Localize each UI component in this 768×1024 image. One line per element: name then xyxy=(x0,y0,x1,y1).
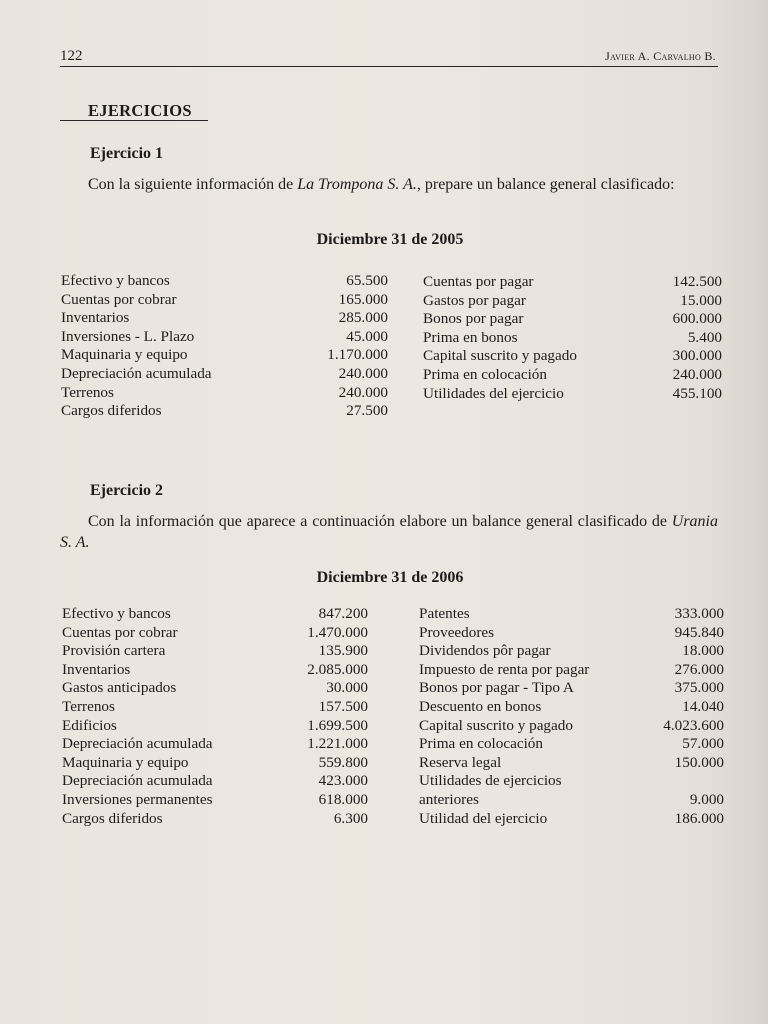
account-label: Utilidades de ejercicios xyxy=(419,772,562,790)
account-value: 375.000 xyxy=(674,679,724,697)
account-row xyxy=(61,328,388,347)
account-value: 18.000 xyxy=(682,642,724,660)
ejercicio-2-company: Urania S. A. xyxy=(60,513,718,551)
account-label: Cuentas por cobrar xyxy=(62,623,178,641)
account-value: 142.500 xyxy=(672,273,722,290)
account-row xyxy=(62,698,368,717)
account-label: Proveedores xyxy=(419,623,495,641)
account-row xyxy=(419,772,724,791)
ejercicio-2-date-heading: Diciembre 31 de 2006 xyxy=(316,569,464,586)
account-value: 333.000 xyxy=(674,605,724,622)
account-row xyxy=(419,735,724,754)
account-label: Maquinaria y equipo xyxy=(62,753,189,771)
account-label: Edificios xyxy=(62,716,117,734)
account-label: Dividendos pôr pagar xyxy=(419,642,551,660)
page-header xyxy=(60,46,718,67)
ejercicio-1-date-heading: Diciembre 31 de 2005 xyxy=(316,231,464,248)
account-value: 4.023.600 xyxy=(663,716,724,734)
account-value: 276.000 xyxy=(674,660,724,678)
account-label: Maquinaria y equipo xyxy=(61,346,188,364)
account-value: 15.000 xyxy=(680,291,722,309)
account-label: Cargos diferidos xyxy=(62,809,163,827)
account-row xyxy=(419,624,724,643)
account-row xyxy=(61,402,388,421)
page-number: 122 xyxy=(60,48,83,64)
account-row xyxy=(423,347,722,366)
account-label: Inversiones permanentes xyxy=(62,790,213,808)
account-row xyxy=(62,624,368,643)
account-value: 240.000 xyxy=(338,364,388,382)
account-value: 300.000 xyxy=(672,347,722,365)
account-label: Prima en bonos xyxy=(423,328,518,346)
ejercicio-2-left-column xyxy=(62,605,368,828)
account-value: 600.000 xyxy=(672,310,722,328)
account-value: 65.500 xyxy=(346,272,388,289)
account-label: Provisión cartera xyxy=(62,642,166,660)
account-label: Efectivo y bancos xyxy=(61,272,170,289)
ejercicio-2-title: Ejercicio 2 xyxy=(90,482,164,499)
account-value: 6.300 xyxy=(333,809,368,827)
account-value: 423.000 xyxy=(318,772,368,790)
account-label: Cargos diferidos xyxy=(61,402,162,420)
ejercicio-1-left-column xyxy=(61,272,388,421)
account-value: 9.000 xyxy=(689,790,724,808)
account-row xyxy=(423,329,722,348)
account-value: 57.000 xyxy=(682,735,724,753)
account-value: 2.085.000 xyxy=(307,660,368,678)
account-value: 5.400 xyxy=(687,328,722,346)
account-label: Prima en colocación xyxy=(423,365,547,383)
account-row xyxy=(62,605,368,624)
ejercicio-1-text-after: , prepare un balance general clasificado: xyxy=(416,176,675,193)
ejercicio-1-right-column xyxy=(423,273,722,403)
ejercicio-2-right-column xyxy=(419,605,724,828)
account-value: 285.000 xyxy=(338,309,388,327)
account-value: 45.000 xyxy=(346,327,388,345)
account-label: Efectivo y bancos xyxy=(62,605,171,622)
account-row xyxy=(423,292,722,311)
account-label: Reserva legal xyxy=(419,753,502,771)
account-row xyxy=(423,385,722,404)
account-value: 165.000 xyxy=(338,290,388,308)
account-row xyxy=(419,605,724,624)
account-row xyxy=(423,366,722,385)
running-head: Javier A. Carvalho B. xyxy=(605,49,716,63)
account-label: Inventarios xyxy=(62,660,131,678)
account-value: 186.000 xyxy=(674,809,724,827)
account-row xyxy=(419,717,724,736)
account-row xyxy=(419,642,724,661)
account-row xyxy=(419,661,724,680)
account-label: Cuentas por cobrar xyxy=(61,290,177,308)
account-label: Capital suscrito y pagado xyxy=(423,347,577,365)
account-row xyxy=(62,735,368,754)
account-row xyxy=(419,754,724,773)
account-row xyxy=(419,810,724,829)
account-label: Impuesto de renta por pagar xyxy=(419,660,590,678)
account-label: Prima en colocación xyxy=(419,735,543,753)
account-label: Bonos por pagar - Tipo A xyxy=(419,679,574,697)
ejercicio-1-text-before: Con la siguiente información de xyxy=(88,176,298,193)
account-value: 1.699.500 xyxy=(307,716,368,734)
account-value: 135.900 xyxy=(318,642,368,660)
account-value: 455.100 xyxy=(672,384,722,402)
account-value: 1.221.000 xyxy=(307,735,368,753)
account-label: Utilidades del ejercicio xyxy=(423,384,564,402)
account-row xyxy=(62,772,368,791)
account-label: Gastos anticipados xyxy=(62,679,177,697)
account-row xyxy=(423,273,722,292)
account-row xyxy=(61,346,388,365)
account-value: 157.500 xyxy=(318,697,368,715)
account-row xyxy=(61,309,388,328)
account-row xyxy=(62,717,368,736)
account-label: Inversiones - L. Plazo xyxy=(61,327,195,345)
account-row xyxy=(62,642,368,661)
account-value: 945.840 xyxy=(674,623,724,641)
account-value: 1.170.000 xyxy=(327,346,388,364)
account-label: Bonos por pagar xyxy=(423,310,524,328)
account-value: 14.040 xyxy=(682,697,724,715)
ejercicio-1-title: Ejercicio 1 xyxy=(90,145,164,162)
account-value: 27.500 xyxy=(346,402,388,420)
account-row xyxy=(62,661,368,680)
ejercicio-1-instructions xyxy=(60,174,718,195)
account-row xyxy=(419,791,724,810)
account-row xyxy=(61,384,388,403)
account-label: Inventarios xyxy=(61,309,130,327)
account-label: Patentes xyxy=(419,605,470,622)
ejercicio-2-instructions xyxy=(60,511,718,553)
account-row xyxy=(61,291,388,310)
account-row xyxy=(62,791,368,810)
account-label: Gastos por pagar xyxy=(423,291,526,309)
account-value: 30.000 xyxy=(326,679,368,697)
account-row xyxy=(423,310,722,329)
account-row xyxy=(62,679,368,698)
account-row xyxy=(61,365,388,384)
account-row xyxy=(62,754,368,773)
account-label: Terrenos xyxy=(61,383,114,401)
account-row xyxy=(419,679,724,698)
account-label: Capital suscrito y pagado xyxy=(419,716,573,734)
account-label: Cuentas por pagar xyxy=(423,273,534,290)
account-row xyxy=(61,272,388,291)
account-value: 618.000 xyxy=(318,790,368,808)
account-value: 847.200 xyxy=(318,605,368,622)
ejercicio-1-company: La Trompona S. A. xyxy=(297,176,417,193)
account-value: 240.000 xyxy=(672,365,722,383)
account-label: Terrenos xyxy=(62,697,115,715)
ejercicio-2-text-before: Con la información que aparece a continuación elabore un balance general clasificado de xyxy=(88,513,672,530)
account-value: 559.800 xyxy=(318,753,368,771)
account-value: 150.000 xyxy=(674,753,724,771)
account-value: 240.000 xyxy=(338,383,388,401)
account-label: Depreciación acumulada xyxy=(61,364,212,382)
account-row xyxy=(62,810,368,829)
account-label: Descuento en bonos xyxy=(419,697,542,715)
account-label: Depreciación acumulada xyxy=(62,772,213,790)
account-label: anteriores xyxy=(419,790,479,808)
account-value: 1.470.000 xyxy=(307,623,368,641)
account-label: Depreciación acumulada xyxy=(62,735,213,753)
account-label: Utilidad del ejercicio xyxy=(419,809,548,827)
account-row xyxy=(419,698,724,717)
section-title-underline xyxy=(60,120,208,121)
section-title: EJERCICIOS xyxy=(88,101,192,120)
